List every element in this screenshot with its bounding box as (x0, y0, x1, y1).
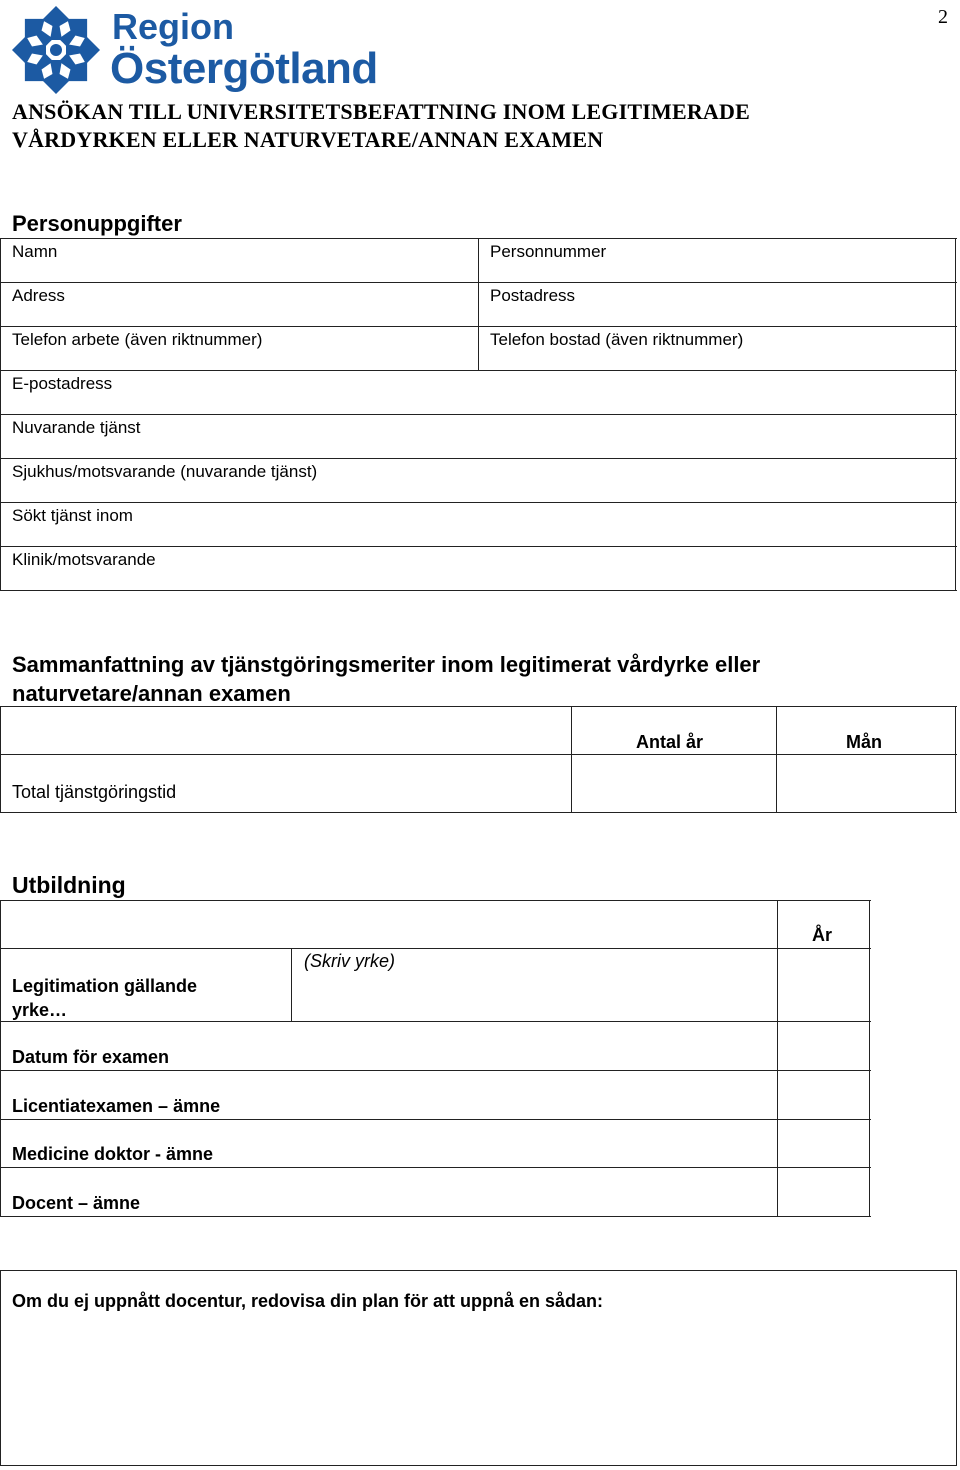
logo-text-ostergotland: Östergötland (110, 44, 378, 93)
exam-date-label: Datum för examen (12, 1047, 170, 1067)
personal-number-field[interactable]: Personnummer (490, 242, 607, 261)
postal-address-field[interactable]: Postadress (490, 286, 576, 305)
total-years-input[interactable] (573, 756, 775, 811)
phone-home-field[interactable]: Telefon bostad (även riktnummer) (490, 330, 744, 349)
write-profession-hint[interactable]: (Skriv yrke) (304, 951, 395, 971)
md-label: Medicine doktor - ämne (12, 1144, 214, 1164)
region-logo (8, 2, 388, 98)
form-title-line2: VÅRDYRKEN ELLER NATURVETARE/ANNAN EXAMEN (12, 127, 604, 152)
docent-plan-question: Om du ej uppnått docentur, redovisa din plan för att uppnå en sådan: (12, 1291, 604, 1311)
email-field[interactable]: E-postadress (12, 374, 113, 393)
years-column-header: Antal år (636, 732, 704, 752)
legitimation-label-line2: yrke… (12, 1000, 68, 1020)
form-title (12, 98, 750, 154)
legitimation-label (12, 974, 197, 1022)
total-service-label: Total tjänstgöringstid (12, 782, 177, 802)
personal-heading: Personuppgifter (12, 211, 182, 236)
summary-heading (12, 650, 760, 708)
summary-heading-line2: naturvetare/annan examen (12, 681, 291, 706)
months-column-header: Mån (846, 732, 882, 752)
legitimation-label-line1: Legitimation gällande (12, 976, 198, 996)
total-months-input[interactable] (778, 756, 954, 811)
flower-emblem-icon (8, 2, 104, 98)
year-column-header: År (812, 925, 833, 945)
form-title-line1: ANSÖKAN TILL UNIVERSITETSBEFATTNING INOM LEGITIMERADE (12, 99, 750, 124)
hospital-field[interactable]: Sjukhus/motsvarande (nuvarande tjänst) (12, 462, 318, 481)
education-heading: Utbildning (12, 872, 126, 898)
name-field[interactable]: Namn (12, 242, 58, 261)
phone-work-field[interactable]: Telefon arbete (även riktnummer) (12, 330, 263, 349)
applied-within-field[interactable]: Sökt tjänst inom (12, 506, 133, 525)
summary-heading-line1: Sammanfattning av tjänstgöringsmeriter inom legitimerat vårdyrke eller (12, 652, 761, 677)
licentiate-label: Licentiatexamen – ämne (12, 1096, 221, 1116)
page-number: 2 (938, 6, 948, 28)
logo-text-region: Region (112, 6, 234, 47)
current-position-field[interactable]: Nuvarande tjänst (12, 418, 141, 437)
clinic-field[interactable]: Klinik/motsvarande (12, 550, 156, 569)
docent-label: Docent – ämne (12, 1193, 141, 1213)
address-field[interactable]: Adress (12, 286, 65, 305)
